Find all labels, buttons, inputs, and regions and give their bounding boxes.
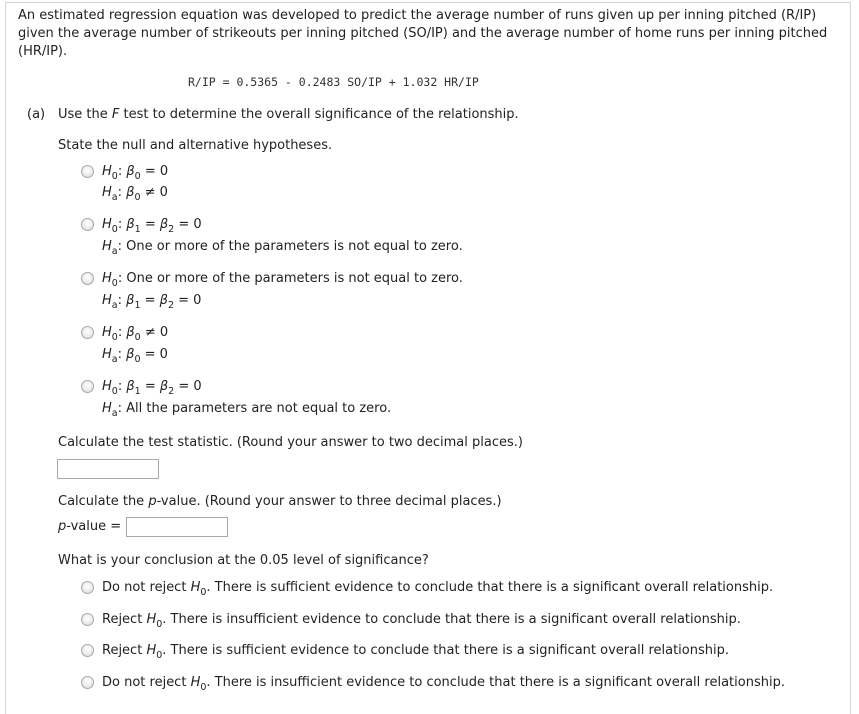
p-value-label: p-value = [58,519,122,534]
hypothesis-option-1-ha: $H_a$: $\beta_0 \ne 0$ [102,185,168,203]
conclusion-option-4-label: Do not reject $H_0$. There is insufficient evidence to conclude that there is a significant overall relationship. [102,675,785,693]
hypotheses-prompt: State the null and alternative hypotheses. [58,138,333,153]
hypothesis-option-2-h0: $H_0$: $\beta_1 = \beta_2 = 0$ [102,217,202,235]
hypothesis-option-1-h0: $H_0$: $\beta_0 = 0$ [102,164,169,182]
regression-equation: R/IP = 0.5365 - 0.2483 SO/IP + 1.032 HR/IP [188,75,479,89]
hypothesis-option-3-ha: $H_a$: $\beta_1 = \beta_2 = 0$ [102,293,202,311]
problem-intro: An estimated regression equation was developed to predict the average number of runs given up per inning pitched (R/IP) given the average number of strikeouts per inning pitched (SO/IP) and the average number of home runs per inning pitched (HR/IP). [18,8,828,59]
conclusion-option-2-label: Reject $H_0$. There is insufficient evidence to conclude that there is a significant overall relationship. [102,612,741,630]
conclusion-option-4-radio[interactable] [81,676,94,689]
hypothesis-option-2-ha: $H_a$: One or more of the parameters is not equal to zero. [102,239,463,257]
test-statistic-prompt: Calculate the test statistic. (Round your answer to two decimal places.) [58,435,523,450]
hypothesis-option-5-h0: $H_0$: $\beta_1 = \beta_2 = 0$ [102,379,202,397]
hypothesis-option-1-radio[interactable] [81,165,94,178]
conclusion-option-2-radio[interactable] [81,613,94,626]
p-value-input[interactable] [126,517,228,537]
hypothesis-option-3-h0: $H_0$: One or more of the parameters is not equal to zero. [102,271,463,289]
hypothesis-option-4-ha: $H_a$: $\beta_0 = 0$ [102,347,168,365]
conclusion-option-3-label: Reject $H_0$. There is sufficient evidence to conclude that there is a significant overall relationship. [102,643,729,661]
conclusion-option-3-radio[interactable] [81,644,94,657]
conclusion-prompt: What is your conclusion at the 0.05 level of significance? [58,553,429,568]
hypothesis-option-2-radio[interactable] [81,218,94,231]
hypothesis-option-3-radio[interactable] [81,272,94,285]
hypothesis-option-5-ha: $H_a$: All the parameters are not equal to zero. [102,401,392,419]
test-statistic-input[interactable] [57,459,159,479]
conclusion-option-1-radio[interactable] [81,581,94,594]
hypothesis-option-4-radio[interactable] [81,326,94,339]
hypothesis-option-4-h0: $H_0$: $\beta_0 \ne 0$ [102,325,169,343]
part-a-prompt: Use the F test to determine the overall significance of the relationship. [58,107,519,122]
p-value-prompt: Calculate the p-value. (Round your answer to three decimal places.) [58,494,502,509]
conclusion-option-1-label: Do not reject $H_0$. There is sufficient evidence to conclude that there is a significant overall relationship. [102,580,774,598]
part-a-label: (a) [27,107,46,122]
hypothesis-option-5-radio[interactable] [81,380,94,393]
